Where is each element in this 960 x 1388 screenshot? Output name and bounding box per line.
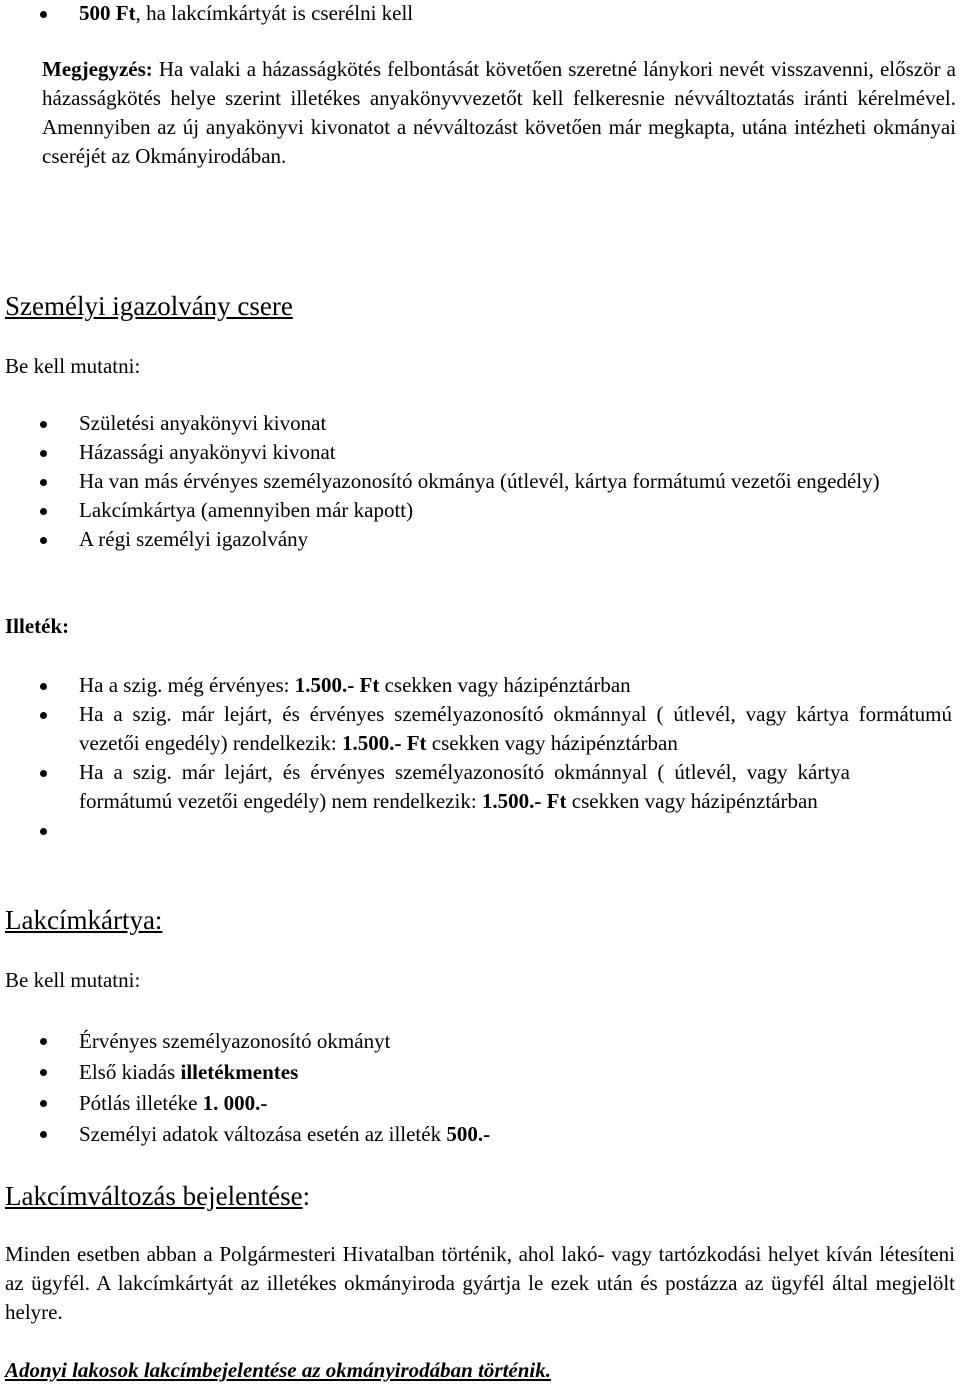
fee-text: Ha a szig. már lejárt, és érvényes személyazonosító okmánnyal ( útlevél, vagy kártya formátumú vezetői engedély) rendelkezik: xyxy=(79,702,952,755)
title-suffix: : xyxy=(302,1181,311,1211)
list-item xyxy=(0,0,960,28)
list-item xyxy=(0,1057,960,1088)
address-change-paragraph: Minden esetben abban a Polgármesteri Hivatalban történik, ahol lakó- vagy tartózkodási helyet kíván létesíteni az ügyfél. A lakcímkártyát az illetékes okmányiroda gyártja le ezek után és postázza az ügyfél által megjelölt helyre. xyxy=(5,1242,955,1324)
fee-amount: 1.500.- Ft xyxy=(294,673,380,697)
item-text: Első kiadás xyxy=(79,1060,181,1084)
list-item xyxy=(0,1026,960,1057)
item-bold: 500.- xyxy=(446,1122,491,1146)
item-text: Pótlás illetéke xyxy=(79,1091,203,1115)
list-item: Születési anyakönyvi kivonat xyxy=(0,409,960,438)
list-item: Lakcímkártya (amennyiben már kapott) xyxy=(0,496,960,525)
fee-text: Ha a szig. még érvényes: xyxy=(79,673,295,697)
list-item: Házassági anyakönyvi kivonat xyxy=(0,438,960,467)
list-item xyxy=(0,700,960,758)
item-text: Érvényes személyazonosító okmányt xyxy=(79,1029,391,1053)
list-item xyxy=(0,671,960,700)
list-item xyxy=(0,758,960,816)
fee-text: , ha lakcímkártyát is cserélni kell xyxy=(135,1,414,25)
fee-text: csekken vagy házipénztárban xyxy=(566,789,818,813)
title-text: Lakcímváltozás bejelentése xyxy=(5,1181,303,1211)
fee-text: Ha a szig. már lejárt, és érvényes személyazonosító okmánnyal ( útlevél, vagy kártya formátumú vezetői engedély) nem rendelkezik: xyxy=(79,760,850,813)
required-documents-list xyxy=(0,409,960,554)
fee-list xyxy=(0,671,960,845)
fee-amount: 1.500.- Ft xyxy=(481,789,567,813)
list-item xyxy=(0,1088,960,1119)
section-title-id-card: Személyi igazolvány csere xyxy=(5,291,293,321)
fee-amount: 1.500.- Ft xyxy=(341,731,427,755)
address-card-list xyxy=(0,1026,960,1150)
fee-label: Illeték: xyxy=(5,614,70,638)
list-item: A régi személyi igazolvány xyxy=(0,525,960,554)
list-item: Ha van más érvényes személyazonosító okmánya (útlevél, kártya formátumú vezetői engedély) xyxy=(0,467,960,496)
note-label: Megjegyzés: xyxy=(42,57,153,81)
empty-list-item xyxy=(0,816,960,845)
note-text: Ha valaki a házasságkötés felbontását követően szeretné lánykori nevét visszavenni, először a házasságkötés helye szerint illetékes anyakönyvvezetőt kell felkeresnie névváltoztatás iránti kérelmével. Amennyiben az új anyakönyvi kivonatot a névváltozást követően már megkapta, utána intézheti okmányai cseréjét az Okmányirodában. xyxy=(42,57,956,168)
fee-text: csekken vagy házipénztárban xyxy=(379,673,631,697)
section-title-address-change xyxy=(5,1179,960,1213)
fee-list-continued xyxy=(0,0,960,28)
fee-amount: 500 Ft xyxy=(79,1,136,25)
fee-text: csekken vagy házipénztárban xyxy=(426,731,678,755)
item-bold: illetékmentes xyxy=(180,1060,299,1084)
section-title-address-card: Lakcímkártya: xyxy=(5,905,163,935)
final-note: Adonyi lakosok lakcímbejelentése az okmányirodában történik. xyxy=(5,1358,551,1382)
show-label: Be kell mutatni: xyxy=(5,354,141,378)
item-bold: 1. 000.- xyxy=(202,1091,268,1115)
note-paragraph xyxy=(42,55,956,171)
item-text: Személyi adatok változása esetén az illeték xyxy=(79,1122,447,1146)
list-item xyxy=(0,1119,960,1150)
show-label: Be kell mutatni: xyxy=(5,968,141,992)
